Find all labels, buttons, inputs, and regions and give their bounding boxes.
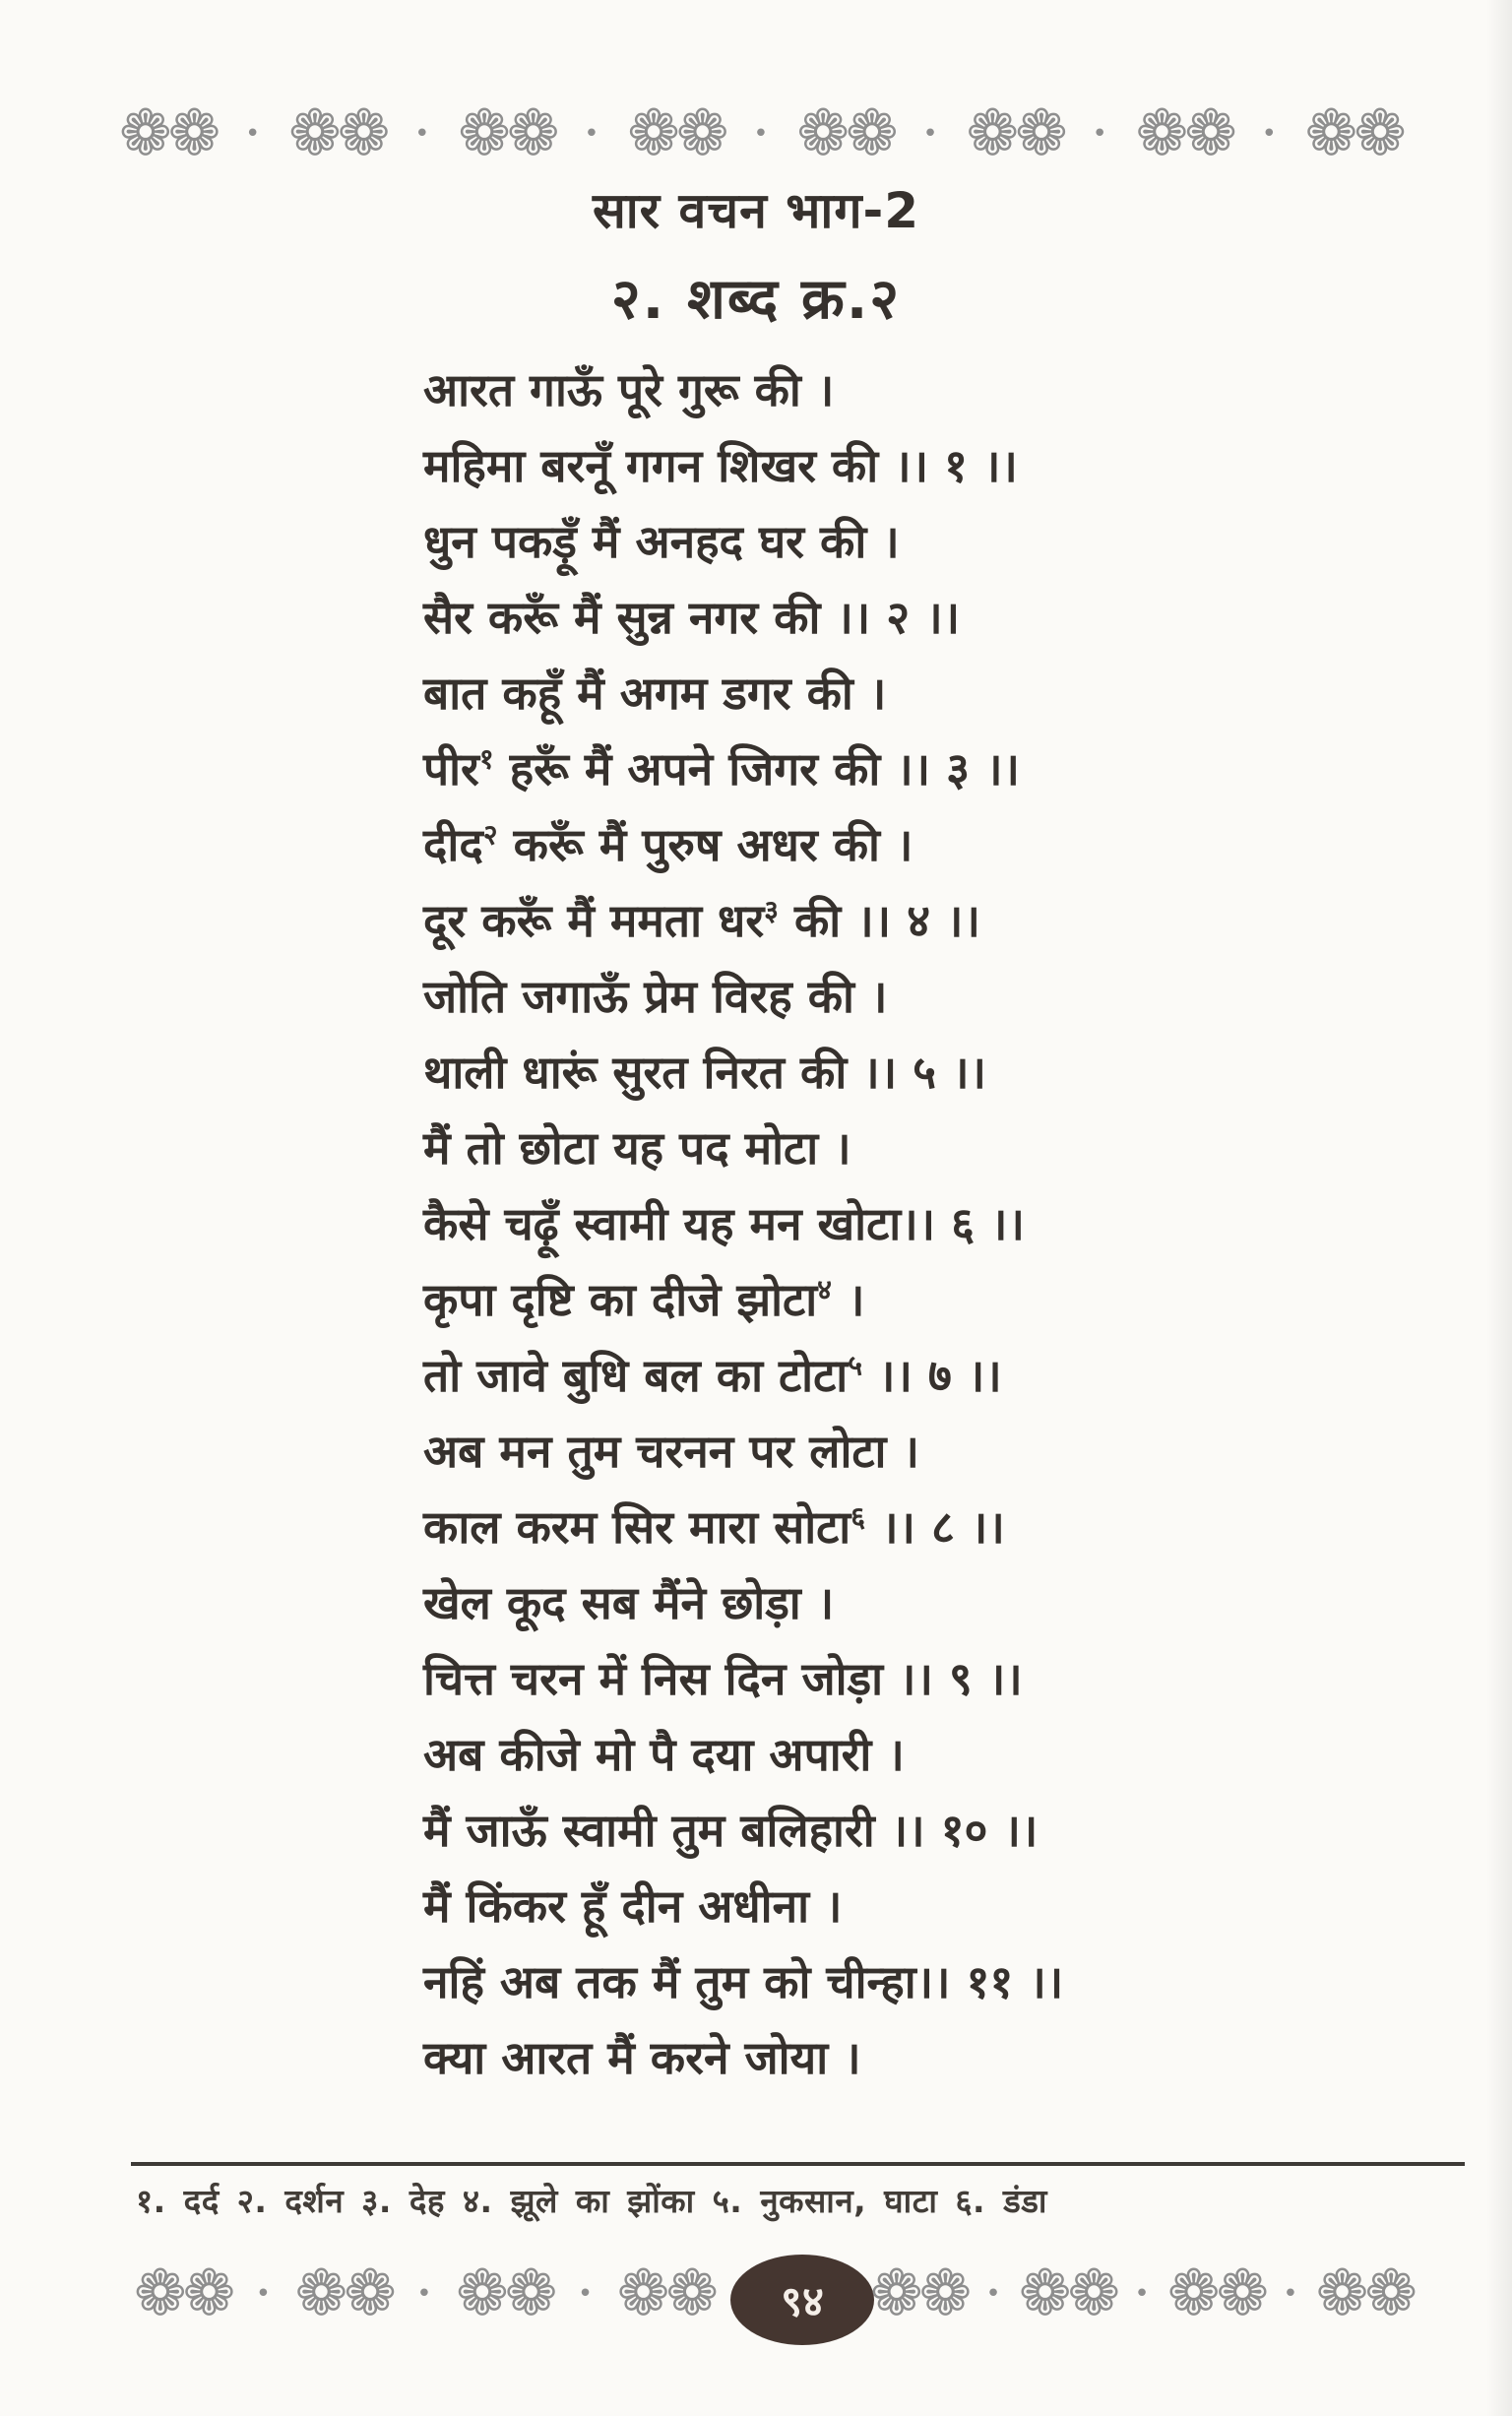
ornament-flower-icon: ❁❁ — [1018, 2257, 1117, 2330]
verse-line: मैं जाऊँ स्वामी तुम बलिहारी ।। १० ।। — [423, 1804, 1039, 1857]
ornament-flower-icon: ❁❁ — [1304, 97, 1403, 170]
verse-line: बात कहूँ मैं अगम डगर की । — [423, 667, 887, 720]
verse-line: थाली धारूं सुरत निरत की ।। ५ ।। — [423, 1046, 986, 1099]
ornament-flower-icon: ❁❁ — [294, 2257, 393, 2330]
ornament-dot-icon: • — [414, 119, 430, 149]
verse-line: चित्त चरन में निस दिन जोड़ा ।। ९ ।। — [423, 1652, 1023, 1705]
verse-line: पीर$^१$ हरूँ मैं अपने जिगर की ।। ३ ।। — [423, 742, 1020, 795]
ornament-dot-icon: • — [245, 119, 261, 149]
verse-line: नहिं अब तक मैं तुम को चीन्हा।। ११ ।। — [423, 1955, 1064, 2008]
page-title: सार वचन भाग-2 — [592, 182, 920, 239]
verse-list — [423, 352, 1408, 2096]
ornament-dot-icon: • — [985, 2279, 1001, 2309]
footnote-ref: ५ — [848, 1349, 863, 1382]
ornament-flower-icon: ❁❁ — [288, 97, 387, 170]
page-number: ९४ — [781, 2276, 824, 2325]
section-heading: २. शब्द क्र.२ — [610, 267, 902, 332]
verse-line: कृपा दृष्टि का दीजे झोटा$^४$ । — [423, 1273, 865, 1326]
footnote: १. दर्द २. दर्शन ३. देह ४. झूले का झोंका ५. नुकसान, घाटा ६. डंडा — [136, 2182, 1047, 2220]
verse-line: मैं तो छोटा यह पद मोटा । — [423, 1121, 851, 1175]
ornament-flower-icon: ❁❁ — [458, 97, 556, 170]
verse-line: दीद$^२$ करूँ मैं पुरुष अधर की । — [423, 818, 914, 871]
ornament-flower-icon: ❁❁ — [456, 2257, 554, 2330]
verse-line: जोति जगाऊँ प्रेम विरह की । — [423, 970, 888, 1023]
footnote-ref: ३ — [764, 894, 779, 927]
ornament-flower-icon: ❁❁ — [1315, 2257, 1414, 2330]
ornament-dot-icon: • — [1261, 119, 1277, 149]
footnote-ref: १ — [478, 742, 494, 776]
ornament-dot-icon: • — [1092, 119, 1107, 149]
ornament-dot-icon: • — [753, 119, 769, 149]
verse-line: अब कीजे मो पै दया अपारी । — [423, 1728, 905, 1781]
footnote-ref: २ — [482, 818, 498, 852]
ornament-flower-icon: ❁❁ — [627, 97, 725, 170]
ornament-dot-icon: • — [416, 2279, 432, 2309]
ornament-dot-icon: • — [255, 2279, 272, 2309]
ornament-dot-icon: • — [577, 2279, 594, 2309]
ornament-dot-icon: • — [1134, 2279, 1150, 2309]
verse-line: क्या आरत मैं करने जोया । — [423, 2031, 861, 2084]
ornament-flower-icon: ❁❁ — [1135, 97, 1233, 170]
footnote-ref: ४ — [817, 1273, 832, 1306]
verse-line: महिमा बरनूँ गगन शिखर की ।। १ ।। — [423, 439, 1018, 492]
verse-line: कैसे चढ़ूँ स्वामी यह मन खोटा।। ६ ।। — [423, 1197, 1025, 1250]
ornament-flower-icon: ❁❁ — [119, 97, 218, 170]
ornament-flower-icon: ❁❁ — [1166, 2257, 1266, 2330]
verse-line: मैं किंकर हूँ दीन अधीना । — [423, 1879, 843, 1933]
verse-line: दूर करूँ मैं ममता धर$^३$ की ।। ४ ।। — [423, 894, 980, 947]
bottom-ornament-border-left — [134, 2257, 715, 2330]
verse-line: अब मन तुम चरनन पर लोटा । — [423, 1425, 919, 1478]
ornament-flower-icon: ❁❁ — [134, 2257, 232, 2330]
ornament-flower-icon: ❁❁ — [796, 97, 895, 170]
footnote-ref: ६ — [850, 1500, 866, 1534]
bottom-ornament-border-right — [870, 2257, 1414, 2330]
verse-line: खेल कूद सब मैंने छोड़ा । — [423, 1576, 835, 1629]
ornament-dot-icon: • — [1283, 2279, 1298, 2309]
ornament-flower-icon: ❁❁ — [870, 2257, 969, 2330]
ornament-flower-icon: ❁❁ — [966, 97, 1064, 170]
ornament-dot-icon: • — [922, 119, 938, 149]
verse-line: आरत गाऊँ पूरे गुरू की । — [423, 363, 835, 416]
ornament-flower-icon: ❁❁ — [616, 2257, 715, 2330]
verse-line: काल करम सिर मारा सोटा$^६$ ।। ८ ।। — [423, 1500, 1005, 1554]
top-ornament-border — [119, 97, 1403, 170]
verse-line: तो जावे बुधि बल का टोटा$^५$ ।। ७ ।। — [423, 1349, 1002, 1402]
ornament-dot-icon: • — [584, 119, 599, 149]
page-number-badge — [730, 2255, 874, 2345]
verse-line: सैर करूँ मैं सुन्न नगर की ।। २ ।। — [423, 591, 961, 644]
footnote-divider — [131, 2162, 1465, 2166]
verse-line: धुन पकड़ूँ मैं अनहद घर की । — [423, 515, 900, 568]
